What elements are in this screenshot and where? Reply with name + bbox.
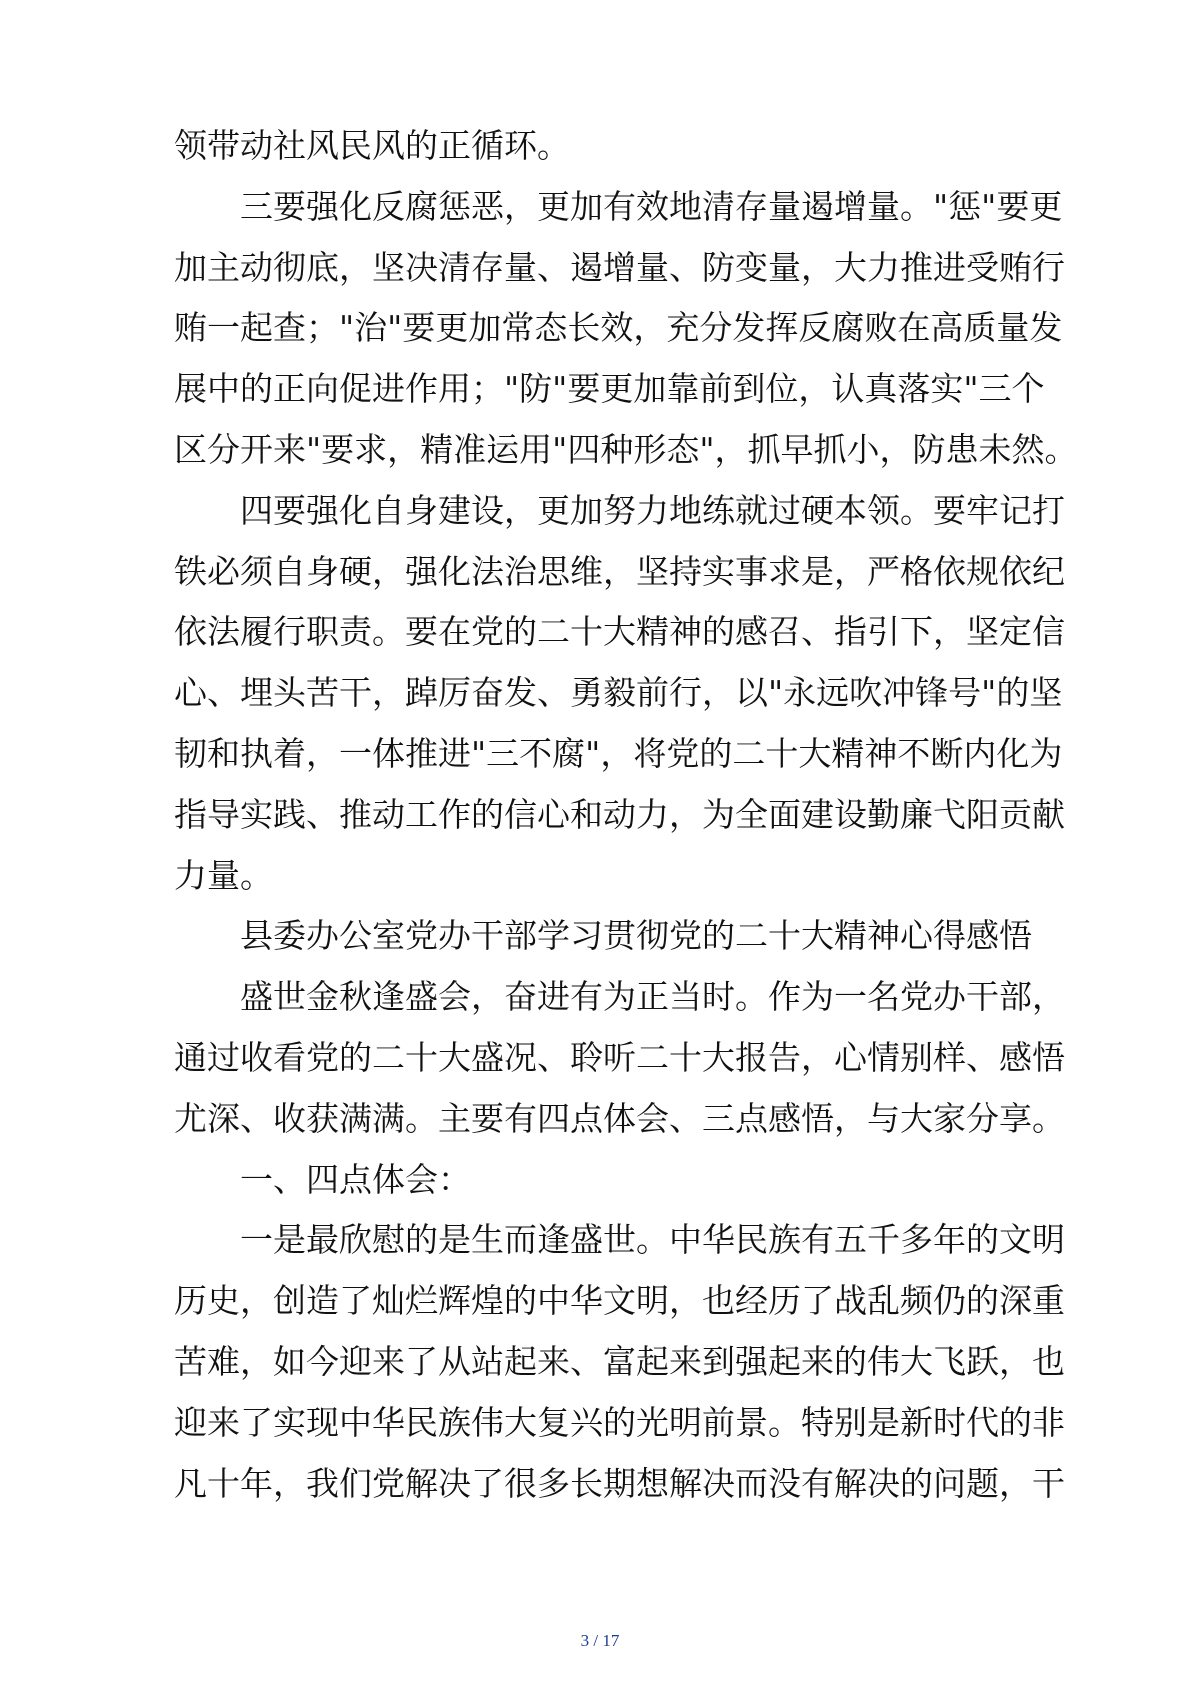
text-line: 依法履行职责。要在党的二十大精神的感召、指引下，坚定信 — [174, 612, 1065, 652]
text-line: 指导实践、推动工作的信心和动力，为全面建设勤廉弋阳贡献 — [174, 794, 1065, 834]
text-line: 区分开来"要求，精准运用"四种形态"，抓早抓小，防患未然。 — [174, 429, 1078, 469]
text-line: 贿一起查；"治"要更加常态长效，充分发挥反腐败在高质量发 — [174, 308, 1063, 348]
text-line: 一是最欣慰的是生而逢盛世。中华民族有五千多年的文明 — [240, 1220, 1065, 1260]
text-line: 力量。 — [174, 855, 273, 895]
text-line: 韧和执着，一体推进"三不腐"，将党的二十大精神不断内化为 — [174, 733, 1063, 773]
text-line: 铁必须自身硬，强化法治思维，坚持实事求是，严格依规依纪 — [174, 551, 1065, 591]
text-line: 苦难，如今迎来了从站起来、富起来到强起来的伟大飞跃，也 — [174, 1341, 1065, 1381]
text-line: 领带动社风民风的正循环。 — [174, 126, 570, 165]
text-line: 心、埋头苦干，踔厉奋发、勇毅前行，以"永远吹冲锋号"的坚 — [174, 673, 1063, 713]
text-line: 历史，创造了灿烂辉煌的中华文明，也经历了战乱频仍的深重 — [174, 1281, 1065, 1321]
text-line: 县委办公室党办干部学习贯彻党的二十大精神心得感悟 — [240, 916, 1032, 956]
text-line: 一、四点体会： — [240, 1159, 471, 1199]
document-body — [174, 116, 1078, 1514]
text-line: 四要强化自身建设，更加努力地练就过硬本领。要牢记打 — [240, 490, 1065, 530]
text-line: 盛世金秋逢盛会，奋进有为正当时。作为一名党办干部， — [240, 977, 1065, 1017]
text-line: 加主动彻底，坚决清存量、遏增量、防变量，大力推进受贿行 — [174, 247, 1065, 287]
text-line: 迎来了实现中华民族伟大复兴的光明前景。特别是新时代的非 — [174, 1402, 1065, 1442]
page-number: 3 / 17 — [580, 1631, 620, 1650]
text-line: 三要强化反腐惩恶，更加有效地清存量遏增量。"惩"要更 — [240, 186, 1063, 226]
text-line: 通过收看党的二十大盛况、聆听二十大报告，心情别样、感悟 — [174, 1037, 1065, 1077]
text-line: 展中的正向促进作用；"防"要更加靠前到位，认真落实"三个 — [174, 369, 1045, 409]
text-line: 尤深、收获满满。主要有四点体会、三点感悟，与大家分享。 — [174, 1098, 1065, 1138]
text-line: 凡十年，我们党解决了很多长期想解决而没有解决的问题，干 — [174, 1463, 1065, 1503]
